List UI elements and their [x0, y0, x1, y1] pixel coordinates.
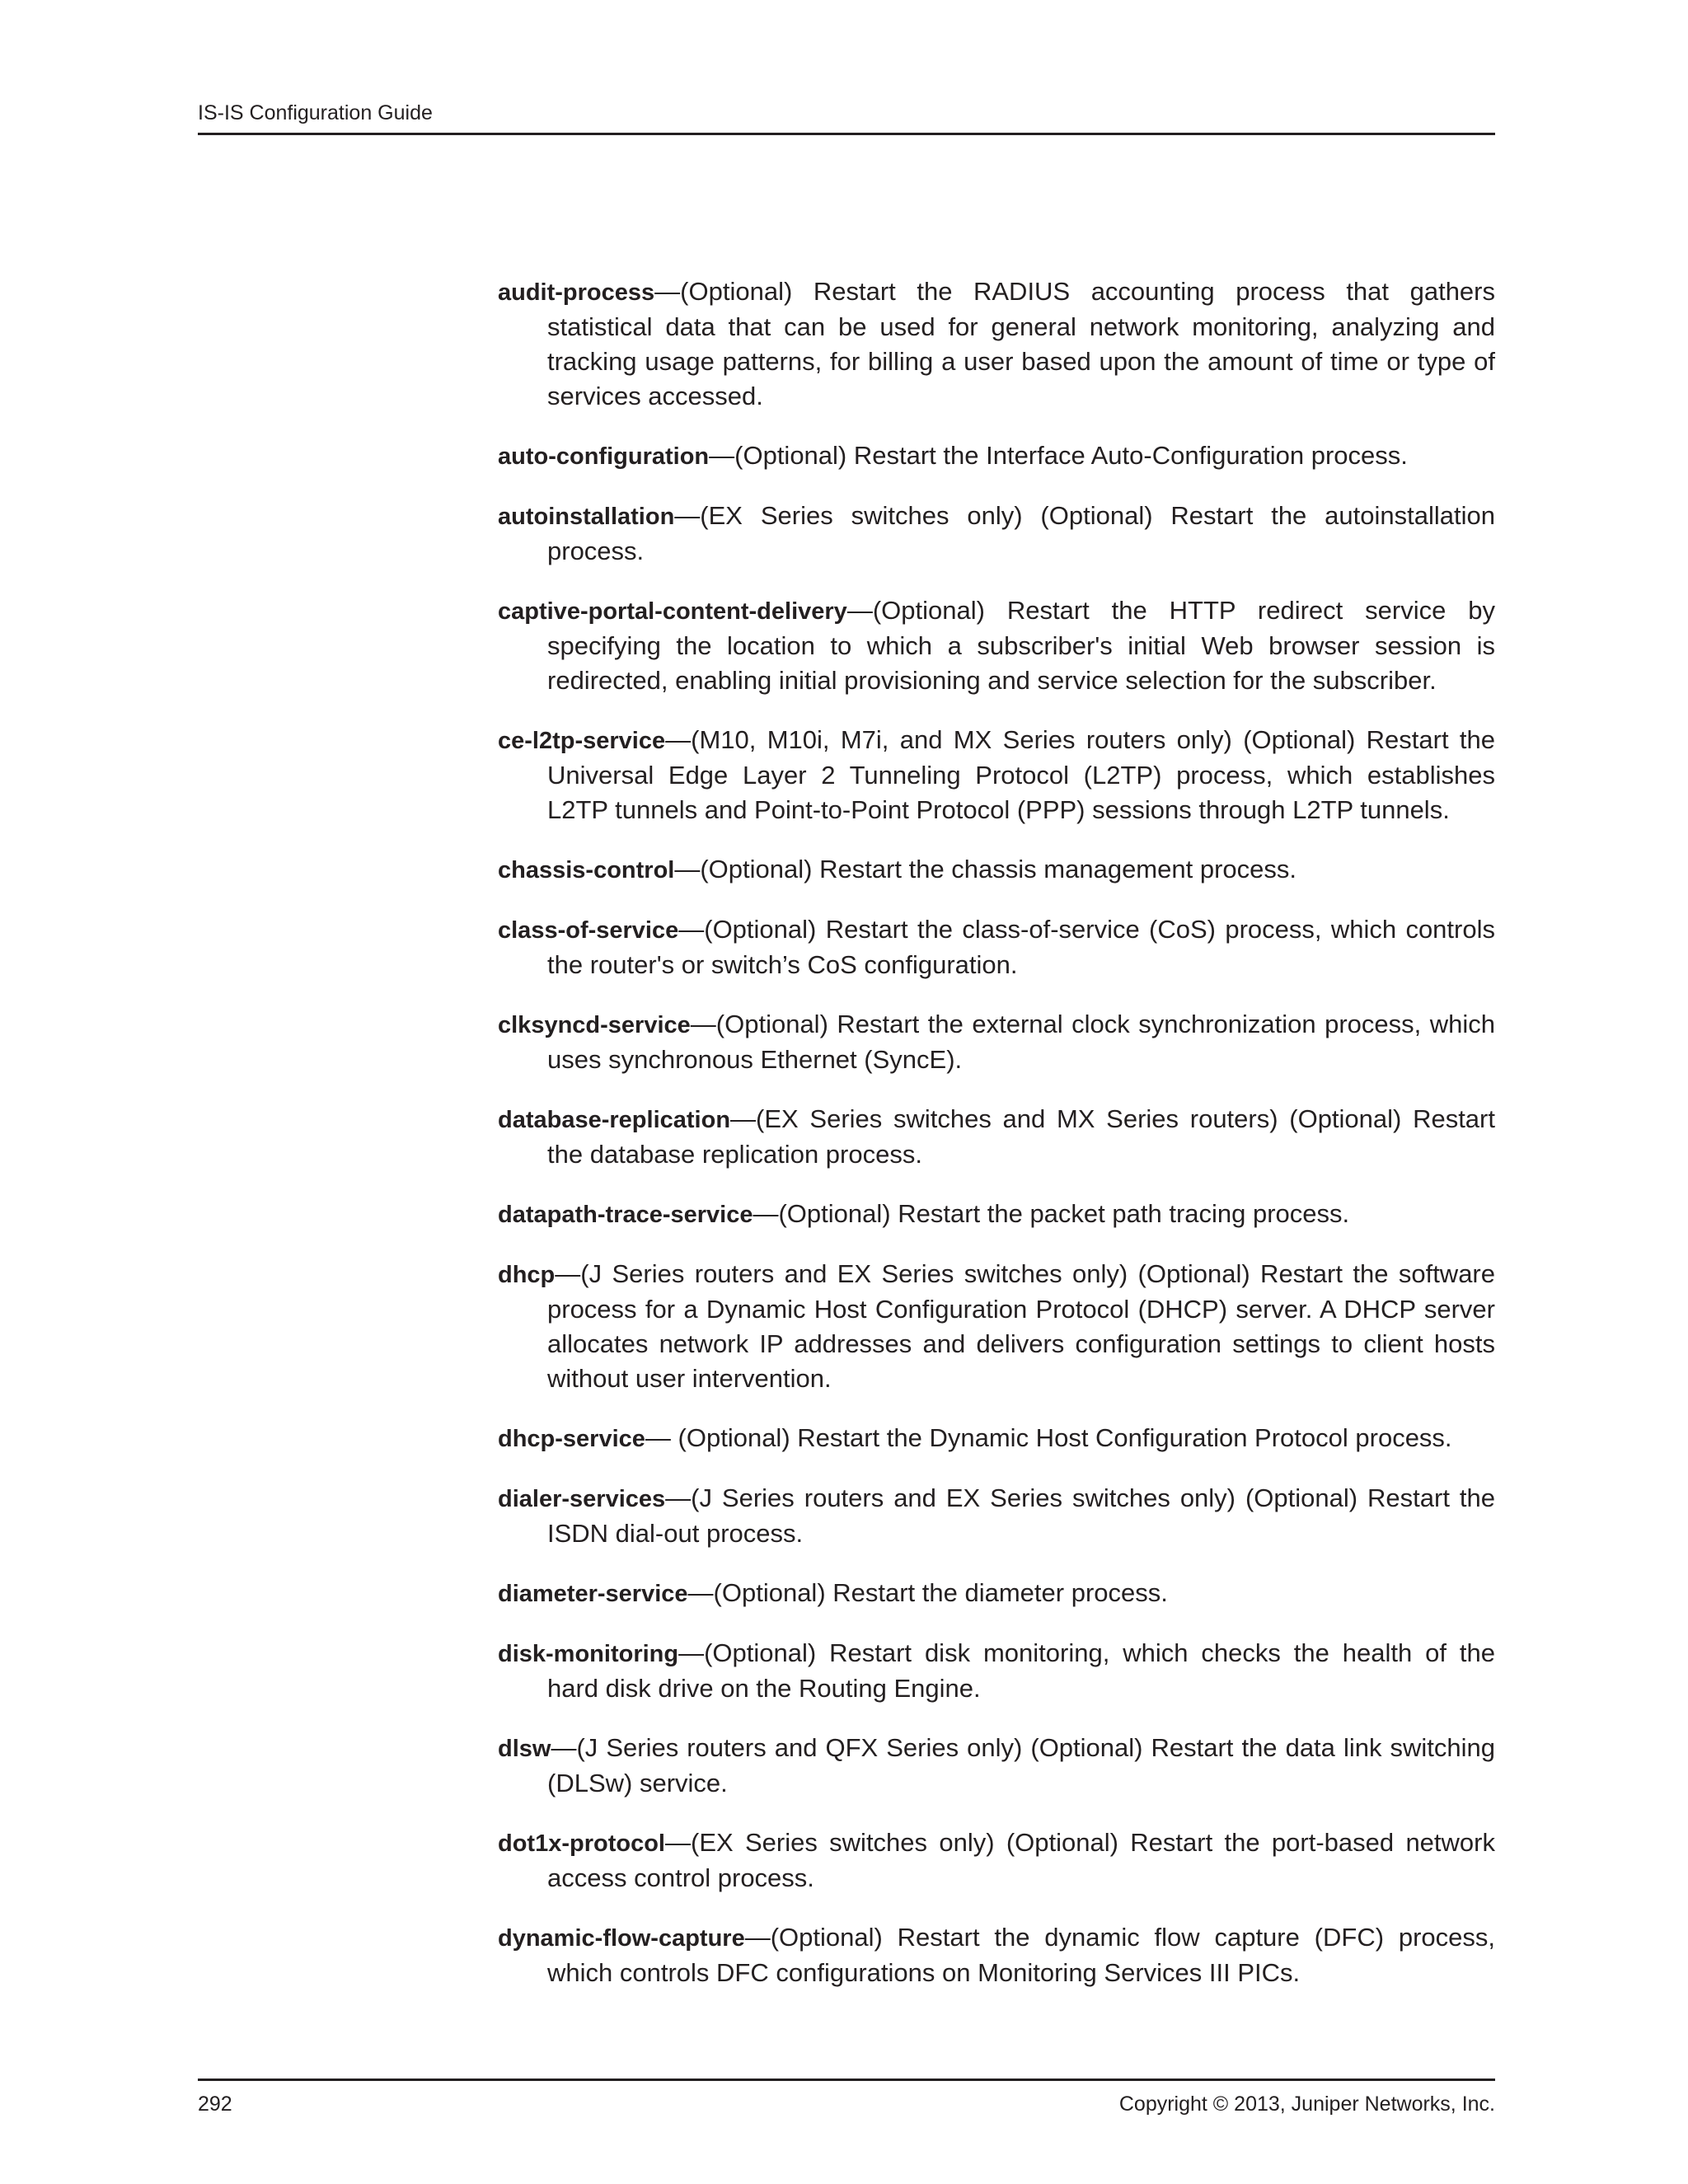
definition-term: dynamic-flow-capture [498, 1925, 745, 1952]
definition-entry [498, 1421, 1495, 1456]
definition-text: —(Optional) Restart disk monitoring, which checks the health of the hard disk drive on the Routing Engine. [547, 1638, 1495, 1703]
definition-term: diameter-service [498, 1581, 688, 1607]
definition-entry [498, 1576, 1495, 1611]
definition-term: datapath-trace-service [498, 1202, 753, 1228]
definition-text: —(Optional) Restart the RADIUS accounting process that gathers statistical data that can be used for general network monitoring, analyzing and tracking usage patterns, for billing a user based upon the amount of time or type of services accessed. [547, 277, 1495, 410]
definition-entry [498, 499, 1495, 569]
definition-text: —(EX Series switches only) (Optional) Restart the autoinstallation process. [547, 501, 1495, 565]
page-header [198, 99, 1495, 135]
definition-term: ce-l2tp-service [498, 728, 666, 754]
definition-term: disk-monitoring [498, 1641, 679, 1667]
definition-entry [498, 1825, 1495, 1896]
definition-entry [498, 1731, 1495, 1801]
definition-text: —(Optional) Restart the diameter process. [687, 1578, 1168, 1607]
definition-entry [498, 1636, 1495, 1706]
definition-entry [498, 1102, 1495, 1172]
definition-text: —(Optional) Restart the external clock synchronization process, which uses synchronous Ethernet (SyncE). [547, 1010, 1495, 1074]
definition-term: captive-portal-content-delivery [498, 598, 847, 625]
definition-term: audit-process [498, 279, 655, 306]
definition-entry [498, 274, 1495, 414]
definition-entry [498, 723, 1495, 827]
definition-text: —(EX Series switches only) (Optional) Restart the port-based network access control process. [547, 1828, 1495, 1892]
definition-term: auto-configuration [498, 443, 710, 470]
footer-rule [198, 2079, 1495, 2081]
definition-entry [498, 438, 1495, 474]
definition-list [498, 274, 1495, 2015]
definition-entry [498, 1197, 1495, 1232]
definition-term: chassis-control [498, 857, 675, 883]
definition-text: — (Optional) Restart the Dynamic Host Configuration Protocol process. [645, 1423, 1452, 1452]
definition-entry [498, 912, 1495, 982]
copyright-notice: Copyright © 2013, Juniper Networks, Inc. [1118, 2093, 1495, 2116]
definition-term: dialer-services [498, 1486, 666, 1512]
definition-text: —(EX Series switches and MX Series routers) (Optional) Restart the database replication process. [547, 1104, 1495, 1169]
definition-entry [498, 852, 1495, 888]
definition-text: —(M10, M10i, M7i, and MX Series routers only) (Optional) Restart the Universal Edge Layer 2 Tunneling Protocol (L2TP) process, which establishes L2TP tunnels and Point-to-Point Protocol (PPP) sessions through L2TP tunnels. [547, 725, 1495, 824]
definition-term: dhcp [498, 1262, 556, 1288]
page-number: 292 [198, 2093, 232, 2116]
definition-term: database-replication [498, 1107, 731, 1133]
definition-text: —(J Series routers and EX Series switches only) (Optional) Restart the ISDN dial-out process. [547, 1483, 1495, 1548]
definition-entry [498, 1920, 1495, 1990]
definition-term: dlsw [498, 1736, 551, 1762]
definition-entry [498, 1007, 1495, 1077]
header-rule [198, 133, 1495, 135]
definition-term: dhcp-service [498, 1426, 645, 1452]
definition-text: —(Optional) Restart the HTTP redirect service by specifying the location to which a subscriber's initial Web browser session is redirected, enabling initial provisioning and service selection for the subscriber. [547, 596, 1495, 695]
definition-text: —(Optional) Restart the chassis management process. [674, 855, 1296, 883]
definition-text: —(J Series routers and EX Series switches only) (Optional) Restart the software process for a Dynamic Host Configuration Protocol (DHCP) server. A DHCP server allocates network IP addresses and delivers configuration settings to client hosts without user intervention. [547, 1259, 1495, 1393]
definition-text: —(Optional) Restart the dynamic flow capture (DFC) process, which controls DFC configurations on Monitoring Services III PICs. [547, 1923, 1495, 1987]
definition-entry [498, 593, 1495, 698]
page-footer [198, 2079, 1495, 2116]
definition-text: —(Optional) Restart the class-of-service (CoS) process, which controls the router's or switch’s CoS configuration. [547, 915, 1495, 979]
definition-text: —(J Series routers and QFX Series only) (Optional) Restart the data link switching (DLSw) service. [547, 1733, 1495, 1797]
definition-text: —(Optional) Restart the packet path tracing process. [753, 1199, 1350, 1228]
definition-term: dot1x-protocol [498, 1830, 665, 1857]
definition-term: class-of-service [498, 917, 679, 944]
header-title: IS-IS Configuration Guide [198, 101, 433, 124]
definition-term: autoinstallation [498, 504, 675, 530]
definition-term: clksyncd-service [498, 1012, 691, 1038]
definition-entry [498, 1257, 1495, 1396]
definition-entry [498, 1481, 1495, 1551]
definition-text: —(Optional) Restart the Interface Auto-Configuration process. [709, 441, 1408, 470]
